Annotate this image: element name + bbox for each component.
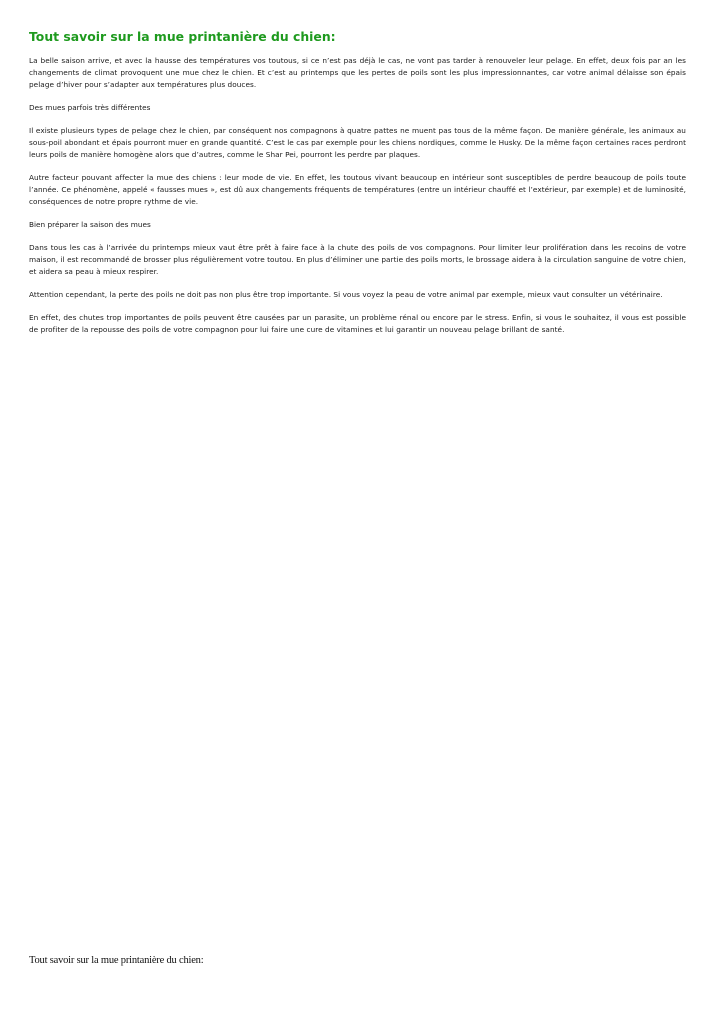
paragraph-conclusion: En effet, des chutes trop importantes de poils peuvent être causées par un parasite, un problème rénal ou encore par le stress. Enfin, si vous le souhaitez, il vous est possible de profiter de la repousse des poils de votre compagnon pour lui faire une cure de vitamines et lui garantir un nouveau pelage brillant de santé. bbox=[29, 313, 686, 335]
article bbox=[29, 28, 686, 348]
paragraph-brossage: Dans tous les cas à l’arrivée du printemps mieux vaut être prêt à faire face à la chute des poils de vos compagnons. Pour limiter leur prolifération dans les recoins de votre maison, il est recommandé de brosser plus régulièrement votre toutou. En plus d’éliminer une partie des poils morts, le brossage aidera à la circulation sanguine de votre chien, et aidera sa peau à mieux respirer. bbox=[29, 243, 686, 276]
intro-paragraph: La belle saison arrive, et avec la hausse des températures vos toutous, si ce n’est pas déjà le cas, ne vont pas tarder à renouveler leur pelage. En effet, deux fois par an les changements de climat provoquent une mue chez le chien. Et c’est au printemps que les pertes de poils sont les plus impressionnantes, car votre animal délaisse son épais pelage d’hiver pour s’adapter aux températures plus douces. bbox=[29, 56, 686, 89]
article-title: Tout savoir sur la mue printanière du chien: bbox=[29, 29, 336, 44]
paragraph-types-pelage: Il existe plusieurs types de pelage chez le chien, par conséquent nos compagnons à quatre pattes ne muent pas tous de la même façon. De manière générale, les animaux au sous-poil abondant et épais pourront muer en grande quantité. C’est le cas par exemple pour les chiens nordiques, comme le Husky. De la même façon certaines races perdront leurs poils de manière homogène alors que d’autres, comme le Shar Pei, pourront les perdre par plaques. bbox=[29, 126, 686, 159]
page-footer: Tout savoir sur la mue printanière du chien: bbox=[29, 955, 204, 966]
section-heading-preparer: Bien préparer la saison des mues bbox=[29, 219, 151, 229]
paragraph-attention: Attention cependant, la perte des poils ne doit pas non plus être trop importante. Si vous voyez la peau de votre animal par exemple, mieux vaut consulter un vétérinaire. bbox=[29, 290, 663, 300]
paragraph-mode-de-vie: Autre facteur pouvant affecter la mue des chiens : leur mode de vie. En effet, les toutous vivant beaucoup en intérieur sont susceptibles de perdre beaucoup de poils toute l’année. Ce phénomène, appelé « fausses mues », est dû aux changements fréquents de températures (entre un intérieur chauffé et l’extérieur, par exemple) et de luminosité, conséquences de notre propre rythme de vie. bbox=[29, 173, 686, 206]
section-heading-mues: Des mues parfois très différentes bbox=[29, 102, 151, 112]
